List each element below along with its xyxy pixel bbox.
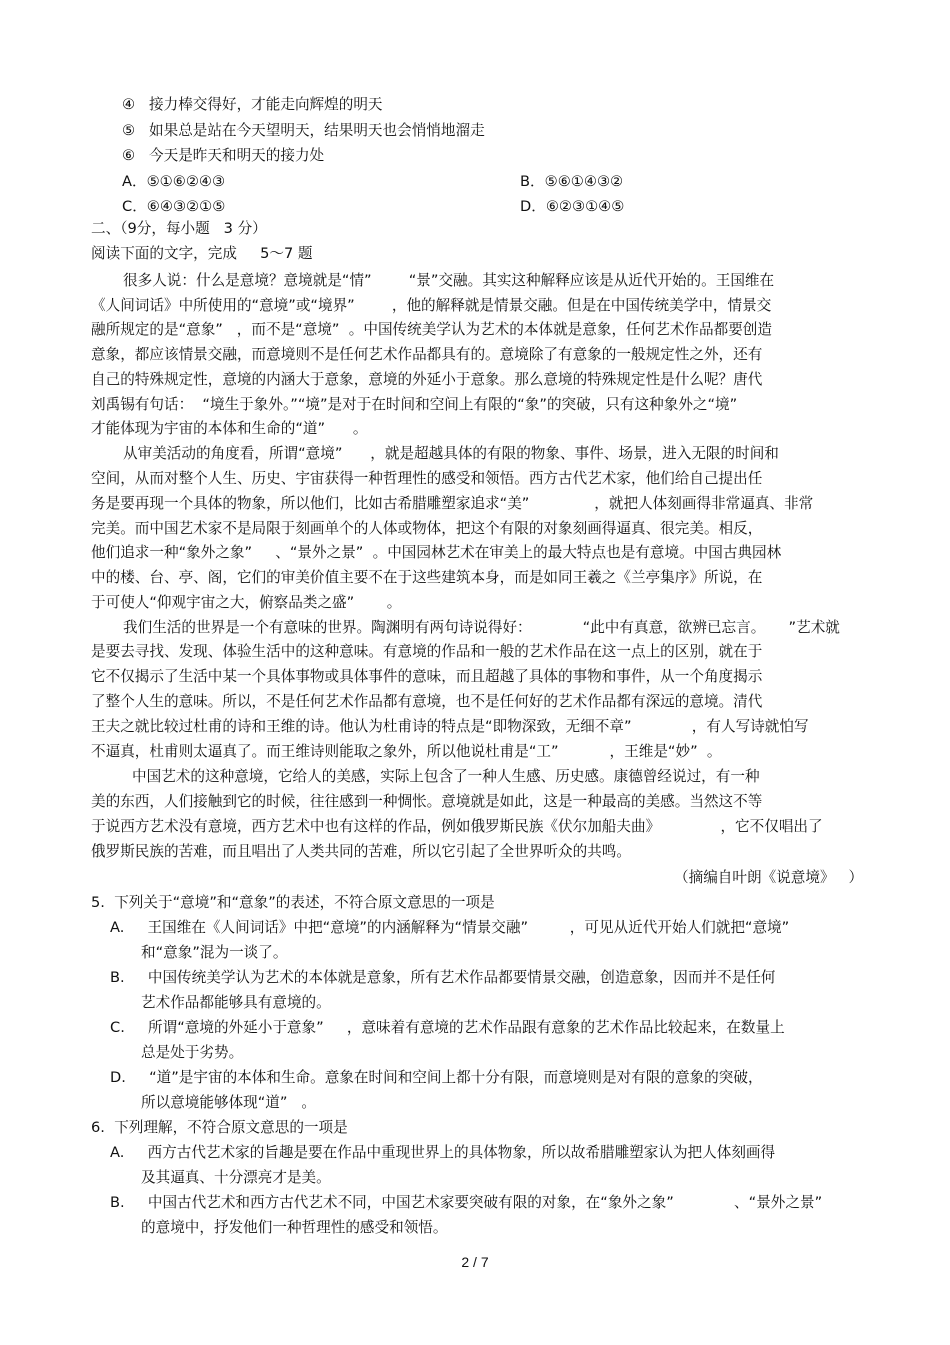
q4-option-b: B．⑤⑥①④③② (520, 173, 624, 190)
q5-option-b-cont: 艺术作品都能够具有意境的。 (141, 994, 331, 1011)
passage-line: 于说西方艺术没有意境，西方艺术中也有这样的作品，例如俄罗斯民族《伏尔加船夫曲》 ，它不仅唱出了 (91, 818, 823, 835)
passage-line: 是要去寻找、发现、体验生活中的这种意味。有意境的作品和一般的艺术作品在这一点上的区别，就在于 (91, 643, 763, 660)
q6-option-a-cont: 及其逼真、十分漂亮才是美。 (141, 1169, 331, 1186)
passage-line: 王夫之就比较过杜甫的诗和王维的诗。他认为杜甫诗的特点是“即物深致，无细不章” ，有人写诗就怕写 (91, 718, 809, 735)
passage-line: 我们生活的世界是一个有意味的世界。陶渊明有两句诗说得好： “此中有真意，欲辨已忘言。 ”艺术就 (123, 619, 840, 636)
q6-option-b: B. 中国古代艺术和西方古代艺术不同，中国艺术家要突破有限的对象，在“象外之象” 、“景外之景” (110, 1194, 823, 1211)
q5-option-a: A. 王国维在《人间词话》中把“意境”的内涵解释为“情景交融” ，可见从近代开始人们就把“意境” (110, 919, 790, 936)
q6-option-b-cont: 的意境中，抒发他们一种哲理性的感受和领悟。 (141, 1219, 448, 1236)
q4-item-5: ⑤ 如果总是站在今天望明天，结果明天也会悄悄地溜走 (122, 122, 485, 139)
page-number: 2 / 7 (461, 1254, 489, 1270)
passage-line: 自己的特殊规定性，意境的内涵大于意象，意境的外延小于意象。那么意境的特殊规定性是什么呢？唐代 (91, 371, 763, 388)
passage-line: 它不仅揭示了生活中某一个具体事物或具体事件的意味，而且超越了具体的事物和事件，从一个角度揭示 (91, 668, 763, 685)
q4-option-d: D．⑥②③①④⑤ (520, 198, 625, 215)
section-instruction: 阅读下面的文字，完成 5～7 题 (91, 245, 313, 262)
q5-option-d-cont: 所以意境能够体现“道” 。 (141, 1094, 316, 1111)
passage-line: 空间，从而对整个人生、历史、宇宙获得一种哲理性的感受和领悟。西方古代艺术家，他们给自己提出任 (91, 470, 763, 487)
q5-option-d: D. “道”是宇宙的本体和生命。意象在时间和空间上都十分有限，而意境则是对有限的意象的突破， (110, 1069, 763, 1086)
q5-option-b: B. 中国传统美学认为艺术的本体就是意象，所有艺术作品都要情景交融，创造意象，因而并不是任何 (110, 969, 776, 986)
section-heading: 二、（9分，每小题 3 分） (91, 220, 267, 237)
passage-line: 从审美活动的角度看，所谓“意境” ，就是超越具体的有限的物象、事件、场景，进入无限的时间和 (123, 445, 779, 462)
passage-line: 美的东西，人们接触到它的时候，往往感到一种惆怅。意境就是如此，这是一种最高的美感。当然这不等 (91, 793, 763, 810)
passage-line: 俄罗斯民族的苦难，而且唱出了人类共同的苦难，所以它引起了全世界听众的共鸣。 (91, 843, 631, 860)
passage-line: 完美。而中国艺术家不是局限于刻画单个的人体或物体，把这个有限的对象刻画得逼真、很完美。相反， (91, 520, 763, 537)
passage-line: 意象，都应该情景交融，而意境则不是任何艺术作品都具有的。意境除了有意象的一般规定性之外，还有 (91, 346, 763, 363)
passage-line: 刘禹锡有句话： “境生于象外。”“境”是对于在时间和空间上有限的“象”的突破，只有这种象外之“境” (91, 396, 738, 413)
passage-line: 中的楼、台、亭、阁，它们的审美价值主要不在于这些建筑本身，而是如同王羲之《兰亭集序》所说，在 (91, 569, 763, 586)
q5-option-c-cont: 总是处于劣势。 (141, 1044, 244, 1061)
q4-option-a: A．⑤①⑥②④③ (122, 173, 226, 190)
passage-line: 才能体现为宇宙的本体和生命的“道” 。 (91, 420, 368, 437)
passage-line: 不逼真，杜甫则太逼真了。而王维诗则能取之象外，所以他说杜甫是“工” ，王维是“妙” 。 (91, 743, 722, 760)
q4-option-c: C．⑥④③②①⑤ (122, 198, 226, 215)
passage-line: 于可使人“仰观宇宙之大，俯察品类之盛” 。 (91, 594, 402, 611)
passage-line: 很多人说：什么是意境？意境就是“情” “景”交融。其实这种解释应该是从近代开始的。王国维在 (123, 272, 775, 289)
q5-stem: 5. 下列关于“意境”和“意象”的表述，不符合原文意思的一项是 (91, 894, 495, 911)
passage-line: 融所规定的是“意象” ，而不是“意境” 。中国传统美学认为艺术的本体就是意象，任何艺术作品都要创造 (91, 321, 772, 338)
q5-option-a-cont: 和“意象”混为一谈了。 (141, 944, 288, 961)
q4-item-6: ⑥ 今天是昨天和明天的接力处 (122, 147, 325, 164)
passage-line: 了整个人生的意味。所以，不是任何艺术作品都有意境，也不是任何好的艺术作品都有深远的意境。清代 (91, 693, 763, 710)
passage-line: 务是要再现一个具体的物象，所以他们，比如古希腊雕塑家追求“美” ，就把人体刻画得非常逼真、非常 (91, 495, 814, 512)
q6-stem: 6. 下列理解，不符合原文意思的一项是 (91, 1119, 348, 1136)
passage-line: 他们追求一种“象外之象” 、“景外之景” 。中国园林艺术在审美上的最大特点也是有意境。中国古典园林 (91, 544, 782, 561)
q4-item-4: ④ 接力棒交得好，才能走向辉煌的明天 (122, 96, 383, 113)
passage-line: 《人间词话》中所使用的“意境”或“境界” ，他的解释就是情景交融。但是在中国传统美学中，情景交 (91, 297, 772, 314)
passage-line: 中国艺术的这种意境，它给人的美感，实际上包含了一种人生感、历史感。康德曾经说过，有一种 (132, 768, 760, 785)
passage-source: （摘编自叶朗《说意境》 ） (674, 869, 864, 886)
q6-option-a: A. 西方古代艺术家的旨趣是要在作品中重现世界上的具体物象，所以故希腊雕塑家认为把人体刻画得 (110, 1144, 776, 1161)
q5-option-c: C. 所谓“意境的外延小于意象” ，意味着有意境的艺术作品跟有意象的艺术作品比较起来，在数量上 (110, 1019, 785, 1036)
